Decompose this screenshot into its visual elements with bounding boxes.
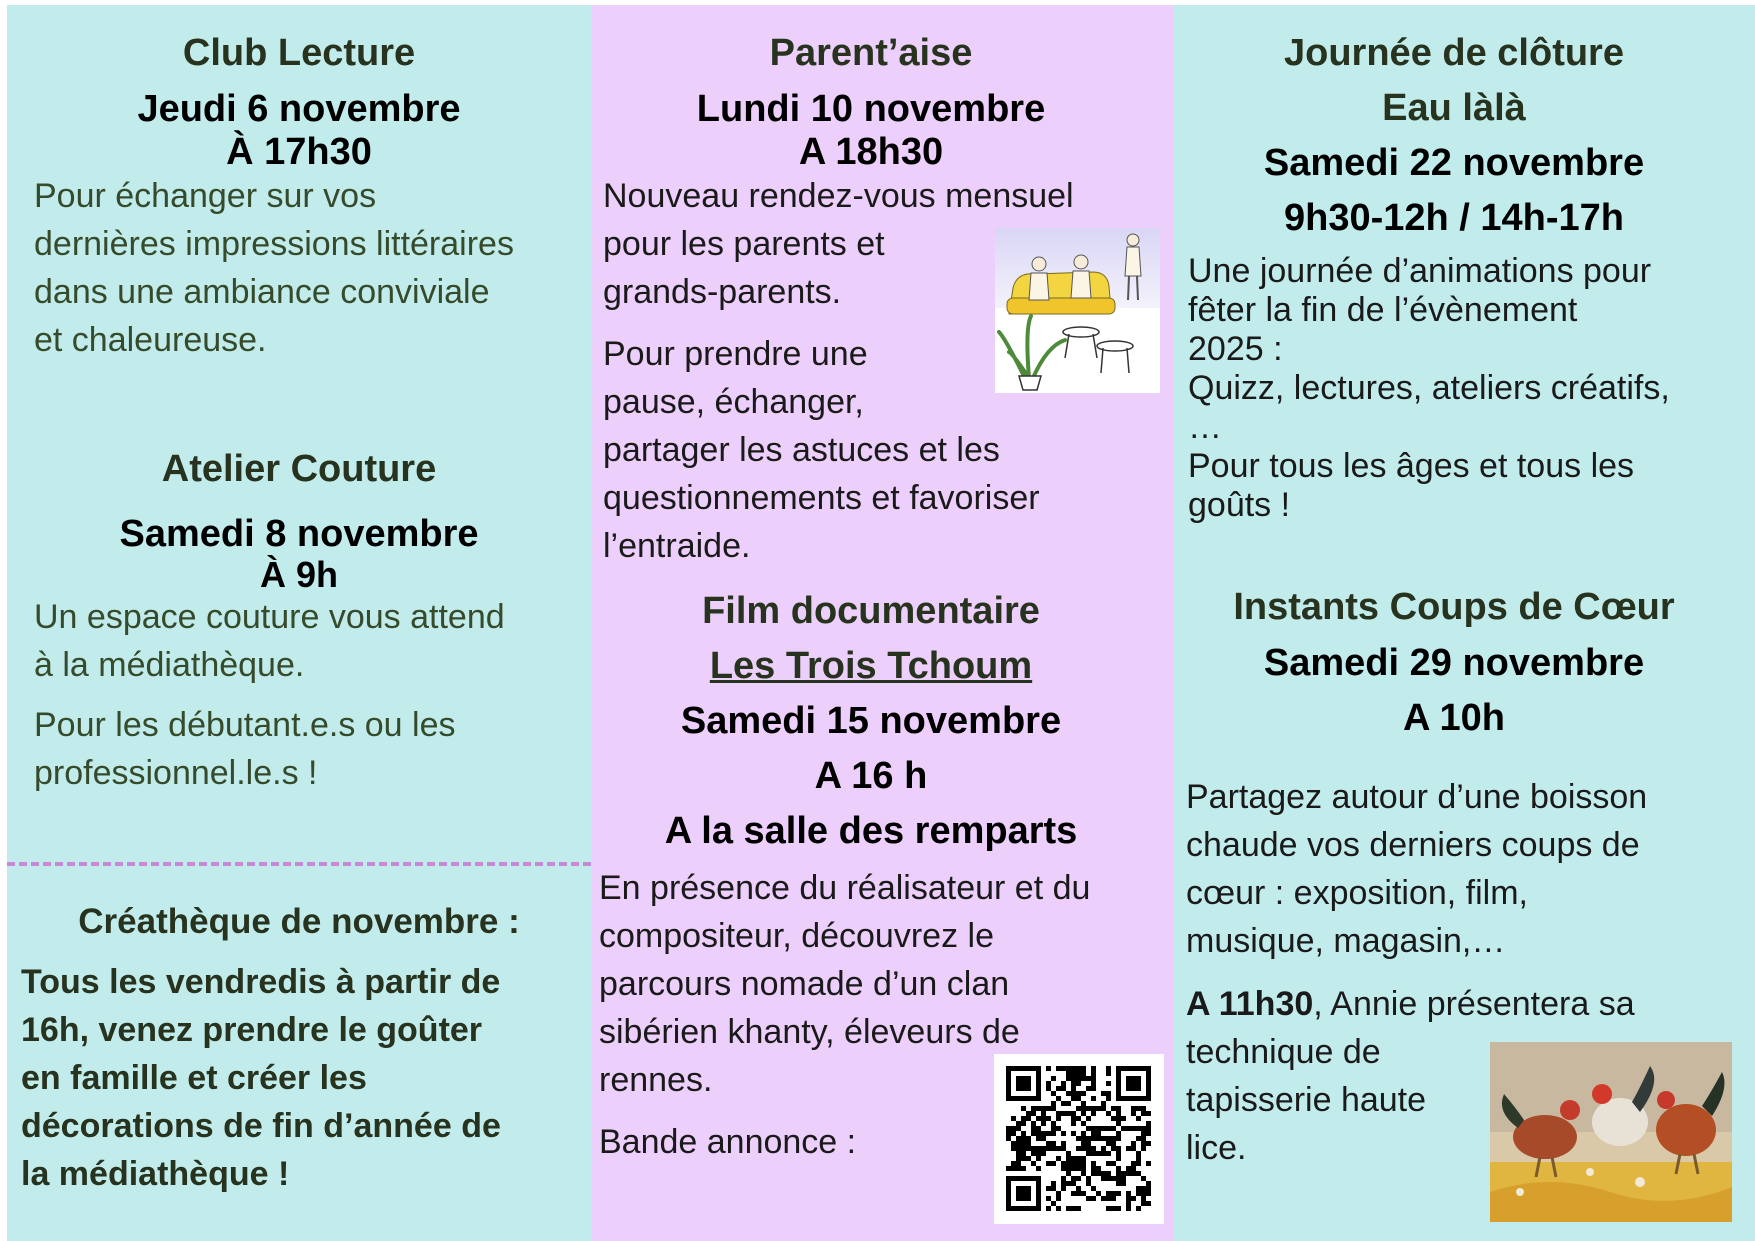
parentaise-time: A 18h30 — [798, 131, 944, 173]
text-line: et chaleureuse. — [34, 321, 267, 359]
text-line: en famille et créer les — [21, 1059, 367, 1097]
text-fragment: , Annie présentera sa — [1313, 985, 1635, 1023]
couture-description — [34, 593, 505, 689]
film-place: A la salle des remparts — [664, 810, 1078, 852]
text-line — [1186, 980, 1635, 1028]
text-line: Nouveau rendez-vous mensuel — [603, 177, 1074, 215]
text-line: Pour échanger sur vos — [34, 177, 377, 215]
cloture-description — [1188, 252, 1670, 525]
createque-title: Créathèque de novembre : — [78, 902, 520, 941]
text-line: cœur : exposition, film, — [1186, 874, 1528, 912]
coeur-description — [1186, 773, 1647, 965]
text-line: pause, échanger, — [603, 383, 864, 421]
text-line: professionnel.le.s ! — [34, 754, 318, 792]
parentaise-date: Lundi 10 novembre — [696, 88, 1046, 130]
text-line: rennes. — [599, 1061, 713, 1099]
cloture-title: Journée de clôture — [1284, 32, 1624, 74]
trailer-qr-code[interactable] — [994, 1054, 1164, 1224]
parentaise-title: Parent’aise — [769, 32, 973, 74]
text-line: Pour tous les âges et tous les — [1188, 447, 1635, 485]
text-line: Pour les débutant.e.s ou les — [34, 706, 456, 744]
text-line: musique, magasin,… — [1186, 922, 1506, 960]
club-title: Club Lecture — [182, 32, 416, 74]
film-title[interactable]: Les Trois Tchoum — [709, 645, 1033, 687]
text-line: décorations de fin d’année de — [21, 1107, 501, 1145]
text-line: tapisserie haute — [1186, 1081, 1427, 1119]
text-line: partager les astuces et les — [603, 431, 1000, 469]
text-line: sibérien khanty, éleveurs de — [599, 1013, 1020, 1051]
text-line: la médiathèque ! — [21, 1155, 290, 1193]
film-heading: Film documentaire — [702, 590, 1040, 632]
cloture-time: 9h30-12h / 14h-17h — [1283, 197, 1625, 239]
text-line: Pour prendre une — [603, 335, 868, 373]
text-line: à la médiathèque. — [34, 646, 305, 684]
parentaise-description — [603, 330, 1040, 570]
text-line: l’entraide. — [603, 527, 751, 565]
text-line: dans une ambiance conviviale — [34, 273, 490, 311]
couture-audience — [34, 701, 456, 797]
film-time: A 16 h — [814, 755, 928, 797]
text-line: Quizz, lectures, ateliers créatifs, — [1188, 369, 1670, 407]
couture-time: À 9h — [259, 554, 338, 595]
tapestry-rooster-photo — [1490, 1042, 1732, 1222]
trailer-label: Bande annonce : — [599, 1123, 857, 1161]
text-line: dernières impressions littéraires — [34, 225, 514, 263]
demo-time: A 11h30 — [1186, 985, 1314, 1023]
text-line: 2025 : — [1188, 330, 1283, 368]
club-date: Jeudi 6 novembre — [137, 88, 461, 130]
cloture-subtitle: Eau làlà — [1382, 87, 1526, 129]
couture-date: Samedi 8 novembre — [119, 513, 479, 555]
film-date: Samedi 15 novembre — [680, 700, 1062, 742]
coeur-date: Samedi 29 novembre — [1263, 642, 1645, 684]
text-line: Tous les vendredis à partir de — [21, 963, 501, 1001]
text-line: questionnements et favoriser — [603, 479, 1040, 517]
cloture-date: Samedi 22 novembre — [1263, 142, 1645, 184]
text-line: … — [1188, 408, 1222, 446]
text-line: Une journée d’animations pour — [1188, 252, 1652, 290]
family-living-room-illustration — [995, 228, 1160, 393]
text-line: lice. — [1186, 1129, 1247, 1167]
text-line: fêter la fin de l’évènement — [1188, 291, 1578, 329]
text-line: Partagez autour d’une boisson — [1186, 778, 1648, 816]
text-line: 16h, venez prendre le goûter — [21, 1011, 483, 1049]
coeur-time: A 10h — [1402, 697, 1506, 739]
text-line: technique de — [1186, 1033, 1381, 1071]
text-line: En présence du réalisateur et du — [599, 869, 1091, 907]
couture-title: Atelier Couture — [161, 448, 437, 490]
createque-description — [21, 958, 501, 1198]
text-line: parcours nomade d’un clan — [599, 965, 1010, 1003]
text-line: grands-parents. — [603, 273, 842, 311]
section-divider — [7, 862, 591, 866]
text-line: chaude vos derniers coups de — [1186, 826, 1640, 864]
club-time: À 17h30 — [226, 131, 372, 173]
text-line: Un espace couture vous attend — [34, 598, 505, 636]
club-description — [34, 172, 514, 364]
text-line: goûts ! — [1188, 486, 1291, 524]
text-line: compositeur, découvrez le — [599, 917, 994, 955]
text-line: pour les parents et — [603, 225, 885, 263]
coeur-title: Instants Coups de Cœur — [1233, 586, 1675, 628]
